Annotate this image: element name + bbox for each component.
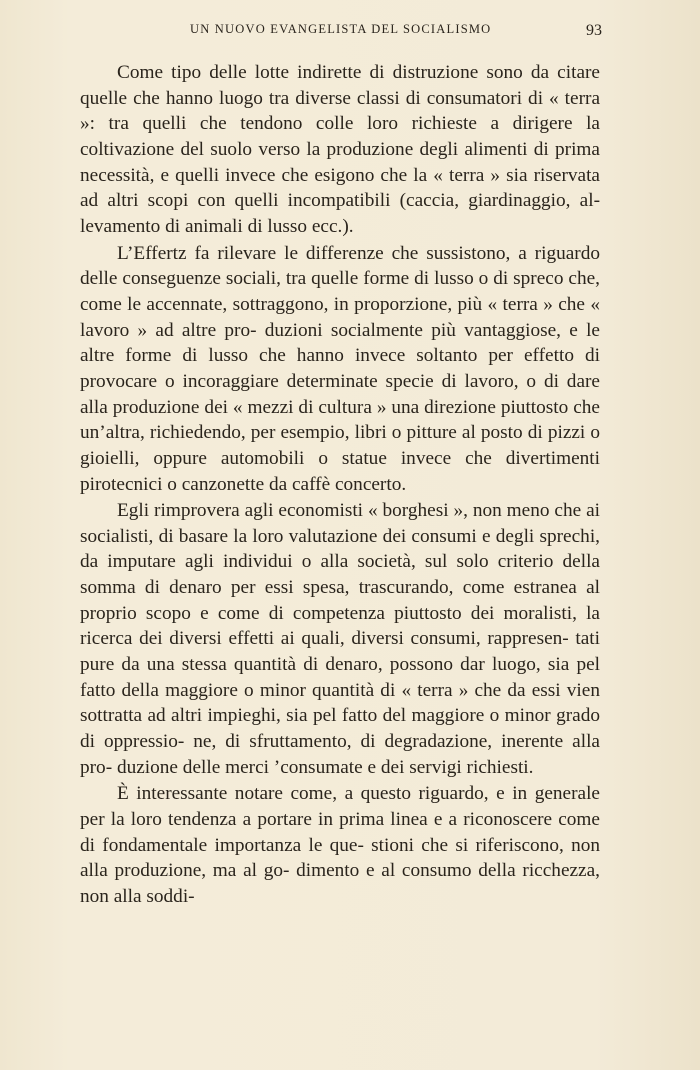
page-number: 93 (586, 22, 602, 39)
running-head (0, 22, 700, 42)
paragraph: Come tipo delle lotte indirette di distruzione sono da citare quelle che hanno luogo tra diverse classi di consumatori di « terra »: tra quelli che tendono colle loro richieste a dirigere la coltivazione del suolo verso la produzione degli alimenti di prima necessità, e quelli invece che esigono che la « terra » sia riservata ad altri scopi con quelli incompatibili (caccia, giardinaggio, al- levamento di animali di lusso ecc.). (80, 62, 600, 237)
paragraph: È interessante notare come, a questo riguardo, e in generale per la loro tendenza a portare in prima linea e a riconoscere come di fondamentale importanza le que- stioni che si riferiscono, non alla produzione, ma al go- dimento e al consumo della ricchezza, non alla soddi- (80, 783, 600, 907)
paragraph: Egli rimprovera agli economisti « borghesi », non meno che ai socialisti, di basare la loro valutazione dei consumi e degli sprechi, da imputare agli individui o alla società, sul solo criterio della somma di denaro per essi spesa, trascurando, come estranea al proprio scopo e come di competenza piuttosto dei moralisti, la ricerca dei diversi effetti ai quali, diversi consumi, rappresen- tati pure da una stessa quantità di denaro, possono dar luogo, sia pel fatto della maggiore o minor quantità di « terra » che da essi vien sottratta ad altri impieghi, sia pel fatto del maggiore o minor grado di oppressio- ne, di sfruttamento, di degradazione, inerente alla pro- duzione delle merci ’consumate e dei servigi richiesti. (80, 500, 600, 778)
body-text (80, 60, 600, 910)
paragraph: L’Effertz fa rilevare le differenze che sussistono, a riguardo delle conseguenze sociali, tra quelle forme di lusso o di spreco che, come le accennate, sottraggono, in proporzione, più « terra » che « lavoro » ad altre pro- duzioni socialmente più vantaggiose, e le altre forme di lusso che hanno invece soltanto per effetto di provocare o incoraggiare determinate specie di lavoro, o di dare alla produzione dei « mezzi di cultura » una direzione piuttosto che un’altra, richiedendo, per esempio, libri o pitture al posto di pizzi o gioielli, oppure automobili o statue invece che divertimenti pirotecnici o canzonette da caffè concerto. (80, 242, 600, 495)
running-title: UN NUOVO EVANGELISTA DEL SOCIALISMO (190, 22, 492, 36)
